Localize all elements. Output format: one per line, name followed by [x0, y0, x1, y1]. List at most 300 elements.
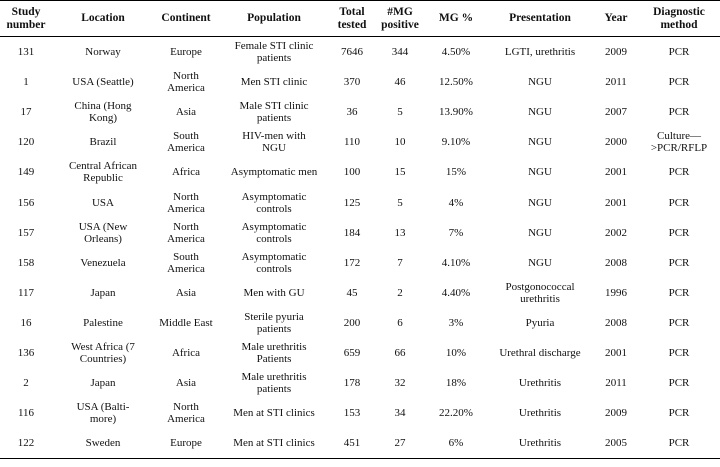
- cell-presentation: [486, 127, 594, 157]
- cell-text: 184: [343, 226, 361, 239]
- cell-location: [52, 67, 154, 97]
- header-text: Diagnostic: [653, 5, 705, 18]
- cell-text: USA: [91, 196, 114, 209]
- cell-continent: [154, 338, 218, 368]
- cell-text: Europe: [170, 46, 202, 59]
- cell-text: Men STI clinic: [240, 76, 308, 89]
- cell-population: [218, 308, 330, 338]
- cell-text: urethritis: [520, 292, 560, 305]
- header-text: Study: [11, 5, 41, 18]
- cell-continent: [154, 157, 218, 187]
- cell-location: [52, 428, 154, 459]
- cell-population: [218, 127, 330, 157]
- cell-text: 2008: [605, 256, 627, 269]
- cell-text: NGU: [528, 136, 552, 149]
- cell-text: Sweden: [85, 437, 121, 450]
- cell-text: 2009: [605, 407, 627, 420]
- cell-text: 2000: [605, 136, 627, 149]
- cell-location: [52, 248, 154, 278]
- cell-text: 15: [394, 166, 406, 179]
- column-header-mg-percent: [426, 1, 486, 37]
- cell-text: North: [173, 220, 199, 233]
- cell-continent: [154, 248, 218, 278]
- cell-text: Japan: [90, 377, 116, 390]
- cell-text: PCR: [668, 316, 690, 329]
- cell-text: Men at STI clinics: [233, 407, 315, 420]
- cell-location: [52, 127, 154, 157]
- cell-text: Asymptomatic: [241, 190, 307, 203]
- cell-text: Japan: [90, 286, 116, 299]
- cell-text: Urethritis: [518, 377, 562, 390]
- cell-text: North: [173, 70, 199, 83]
- cell-text: PCR: [668, 256, 690, 269]
- cell-text: NGU: [262, 142, 286, 155]
- cell-text: 3%: [448, 316, 464, 329]
- cell-text: 2011: [605, 377, 627, 390]
- cell-mg-positive: [374, 157, 426, 187]
- cell-text: 4.10%: [441, 256, 471, 269]
- cell-continent: [154, 127, 218, 157]
- cell-total-tested: [330, 67, 374, 97]
- table-body: [0, 37, 720, 459]
- cell-presentation: [486, 248, 594, 278]
- cell-text: controls: [256, 232, 292, 245]
- cell-text: USA (New: [78, 220, 128, 233]
- cell-text: America: [167, 202, 205, 215]
- cell-text: Urethritis: [518, 437, 562, 450]
- cell-text: Palestine: [83, 316, 123, 329]
- cell-continent: [154, 278, 218, 308]
- cell-diagnostic-method: [638, 157, 720, 187]
- cell-text: NGU: [528, 226, 552, 239]
- cell-presentation: [486, 398, 594, 428]
- cell-text: Norway: [85, 46, 121, 59]
- cell-mg-percent: [426, 428, 486, 459]
- cell-mg-positive: [374, 67, 426, 97]
- cell-mg-percent: [426, 308, 486, 338]
- cell-text: 110: [343, 136, 361, 149]
- cell-text: 2009: [605, 46, 627, 59]
- cell-total-tested: [330, 187, 374, 217]
- cell-diagnostic-method: [638, 187, 720, 217]
- cell-population: [218, 398, 330, 428]
- cell-text: North: [173, 190, 199, 203]
- cell-text: Men with GU: [243, 286, 305, 299]
- cell-text: Europe: [170, 437, 202, 450]
- cell-study-number: [0, 127, 52, 157]
- cell-text: Male urethritis: [241, 340, 307, 353]
- cell-text: 9.10%: [441, 136, 471, 149]
- cell-text: 22.20%: [439, 407, 473, 420]
- cell-study-number: [0, 157, 52, 187]
- cell-mg-positive: [374, 278, 426, 308]
- table-row: [0, 428, 720, 459]
- cell-text: controls: [256, 262, 292, 275]
- cell-text: Urethral discharge: [499, 346, 581, 359]
- cell-presentation: [486, 187, 594, 217]
- cell-text: controls: [256, 202, 292, 215]
- cell-population: [218, 368, 330, 398]
- header-text: number: [6, 18, 46, 31]
- table-row: [0, 248, 720, 278]
- cell-text: 344: [391, 46, 409, 59]
- cell-text: 17: [20, 106, 32, 119]
- cell-text: 7%: [448, 226, 464, 239]
- cell-text: Orleans): [84, 232, 122, 245]
- cell-text: 34: [394, 407, 406, 420]
- cell-text: 2008: [605, 316, 627, 329]
- cell-mg-percent: [426, 218, 486, 248]
- cell-text: PCR: [668, 407, 690, 420]
- cell-text: 12.50%: [439, 76, 473, 89]
- cell-mg-percent: [426, 368, 486, 398]
- cell-text: patients: [256, 52, 292, 65]
- cell-continent: [154, 67, 218, 97]
- cell-text: 1: [23, 76, 29, 89]
- cell-text: PCR: [668, 437, 690, 450]
- cell-population: [218, 428, 330, 459]
- cell-text: 10: [394, 136, 406, 149]
- cell-population: [218, 218, 330, 248]
- cell-text: PCR: [668, 377, 690, 390]
- cell-total-tested: [330, 248, 374, 278]
- cell-continent: [154, 187, 218, 217]
- cell-text: Central African: [68, 160, 138, 173]
- cell-year: [594, 428, 638, 459]
- cell-total-tested: [330, 398, 374, 428]
- cell-text: 4%: [448, 196, 464, 209]
- cell-text: Urethritis: [518, 407, 562, 420]
- table-row: [0, 308, 720, 338]
- cell-text: North: [173, 401, 199, 414]
- cell-text: more): [89, 413, 117, 426]
- cell-continent: [154, 428, 218, 459]
- cell-text: America: [167, 232, 205, 245]
- cell-text: 178: [343, 377, 361, 390]
- column-header-continent: [154, 1, 218, 37]
- cell-mg-percent: [426, 248, 486, 278]
- cell-text: Middle East: [159, 316, 213, 329]
- cell-total-tested: [330, 278, 374, 308]
- cell-diagnostic-method: [638, 67, 720, 97]
- cell-text: 4.50%: [441, 46, 471, 59]
- cell-mg-positive: [374, 97, 426, 127]
- cell-year: [594, 37, 638, 68]
- table-row: [0, 338, 720, 368]
- header-text: positive: [381, 18, 419, 31]
- cell-study-number: [0, 97, 52, 127]
- table-row: [0, 187, 720, 217]
- cell-text: Pyuria: [525, 316, 555, 329]
- cell-diagnostic-method: [638, 37, 720, 68]
- cell-diagnostic-method: [638, 398, 720, 428]
- cell-text: 2001: [605, 196, 627, 209]
- cell-diagnostic-method: [638, 248, 720, 278]
- cell-text: 32: [394, 377, 406, 390]
- table-row: [0, 37, 720, 68]
- cell-mg-percent: [426, 157, 486, 187]
- cell-text: 10%: [445, 346, 467, 359]
- cell-year: [594, 278, 638, 308]
- cell-text: Male STI clinic: [239, 100, 309, 113]
- cell-mg-positive: [374, 398, 426, 428]
- cell-text: Female STI clinic: [234, 40, 314, 53]
- cell-text: PCR: [668, 166, 690, 179]
- cell-text: 158: [17, 256, 35, 269]
- table-row: [0, 157, 720, 187]
- cell-text: Culture—: [657, 130, 701, 143]
- cell-location: [52, 97, 154, 127]
- cell-text: South: [173, 250, 199, 263]
- cell-text: America: [167, 262, 205, 275]
- cell-text: Asymptomatic: [241, 250, 307, 263]
- cell-year: [594, 187, 638, 217]
- cell-text: 131: [17, 46, 35, 59]
- cell-text: Venezuela: [80, 256, 126, 269]
- cell-text: Asia: [175, 286, 197, 299]
- cell-year: [594, 248, 638, 278]
- header-text: #MG: [387, 5, 413, 18]
- cell-text: Postgonococcal: [505, 280, 575, 293]
- cell-year: [594, 218, 638, 248]
- cell-mg-percent: [426, 338, 486, 368]
- cell-text: 2001: [605, 166, 627, 179]
- cell-population: [218, 248, 330, 278]
- cell-text: NGU: [528, 166, 552, 179]
- cell-text: 7: [397, 256, 403, 269]
- cell-text: Men at STI clinics: [233, 437, 315, 450]
- column-header-year: [594, 1, 638, 37]
- cell-study-number: [0, 248, 52, 278]
- cell-presentation: [486, 278, 594, 308]
- cell-study-number: [0, 67, 52, 97]
- cell-presentation: [486, 308, 594, 338]
- cell-total-tested: [330, 37, 374, 68]
- cell-population: [218, 187, 330, 217]
- cell-text: PCR: [668, 226, 690, 239]
- cell-total-tested: [330, 308, 374, 338]
- header-text: Population: [247, 12, 301, 24]
- cell-text: 2011: [605, 76, 627, 89]
- table-row: [0, 218, 720, 248]
- cell-presentation: [486, 428, 594, 459]
- cell-mg-percent: [426, 127, 486, 157]
- cell-text: 2001: [605, 346, 627, 359]
- column-header-presentation: [486, 1, 594, 37]
- cell-text: Sterile pyuria: [244, 310, 304, 323]
- cell-text: 136: [17, 346, 35, 359]
- cell-text: 120: [17, 136, 35, 149]
- cell-continent: [154, 97, 218, 127]
- cell-text: 4.40%: [441, 286, 471, 299]
- cell-study-number: [0, 278, 52, 308]
- cell-mg-percent: [426, 398, 486, 428]
- cell-text: West Africa (7: [71, 340, 135, 353]
- cell-text: America: [167, 413, 205, 426]
- cell-mg-percent: [426, 67, 486, 97]
- cell-text: 1996: [605, 286, 627, 299]
- cell-text: >PCR/RFLP: [650, 142, 708, 155]
- header-text: Continent: [161, 12, 211, 24]
- cell-text: HIV-men with: [242, 130, 306, 143]
- cell-year: [594, 308, 638, 338]
- cell-text: Brazil: [89, 136, 117, 149]
- cell-text: 6%: [448, 437, 464, 450]
- cell-text: patients: [256, 112, 292, 125]
- cell-text: LGTI, urethritis: [504, 46, 576, 59]
- cell-year: [594, 338, 638, 368]
- cell-text: 153: [343, 407, 361, 420]
- cell-text: 6: [397, 316, 403, 329]
- cell-population: [218, 157, 330, 187]
- cell-location: [52, 278, 154, 308]
- header-text: Total: [339, 5, 365, 18]
- cell-mg-positive: [374, 428, 426, 459]
- cell-diagnostic-method: [638, 308, 720, 338]
- cell-diagnostic-method: [638, 428, 720, 459]
- cell-continent: [154, 308, 218, 338]
- header-text: Year: [604, 12, 628, 24]
- cell-location: [52, 218, 154, 248]
- cell-text: 122: [17, 437, 35, 450]
- header-text: method: [660, 18, 698, 31]
- cell-mg-percent: [426, 187, 486, 217]
- cell-mg-percent: [426, 37, 486, 68]
- cell-mg-percent: [426, 97, 486, 127]
- cell-text: PCR: [668, 46, 690, 59]
- cell-text: 66: [394, 346, 406, 359]
- cell-presentation: [486, 218, 594, 248]
- cell-year: [594, 67, 638, 97]
- cell-text: 156: [17, 196, 35, 209]
- cell-text: 2005: [605, 437, 627, 450]
- column-header-population: [218, 1, 330, 37]
- cell-text: 149: [17, 166, 35, 179]
- cell-location: [52, 368, 154, 398]
- cell-location: [52, 157, 154, 187]
- cell-text: Countries): [79, 352, 127, 365]
- cell-continent: [154, 398, 218, 428]
- cell-text: 2002: [605, 226, 627, 239]
- cell-diagnostic-method: [638, 368, 720, 398]
- cell-study-number: [0, 368, 52, 398]
- column-header-study-number: [0, 1, 52, 37]
- cell-text: 659: [343, 346, 361, 359]
- cell-study-number: [0, 187, 52, 217]
- cell-text: 18%: [445, 377, 467, 390]
- cell-text: South: [173, 130, 199, 143]
- cell-text: Asymptomatic: [241, 220, 307, 233]
- cell-total-tested: [330, 368, 374, 398]
- cell-presentation: [486, 97, 594, 127]
- header-text: Location: [81, 12, 125, 24]
- cell-text: 100: [343, 166, 361, 179]
- cell-population: [218, 97, 330, 127]
- table-row: [0, 97, 720, 127]
- cell-text: NGU: [528, 196, 552, 209]
- table-row: [0, 67, 720, 97]
- cell-text: NGU: [528, 256, 552, 269]
- cell-presentation: [486, 368, 594, 398]
- cell-mg-positive: [374, 127, 426, 157]
- cell-text: 117: [17, 286, 35, 299]
- cell-year: [594, 127, 638, 157]
- table-row: [0, 398, 720, 428]
- cell-text: 46: [394, 76, 406, 89]
- cell-text: 2: [397, 286, 403, 299]
- cell-total-tested: [330, 338, 374, 368]
- cell-continent: [154, 37, 218, 68]
- cell-text: 157: [17, 226, 35, 239]
- cell-text: patients: [256, 322, 292, 335]
- table-row: [0, 278, 720, 308]
- cell-year: [594, 398, 638, 428]
- cell-text: China (Hong: [74, 100, 132, 113]
- header-text: tested: [337, 18, 367, 31]
- cell-text: NGU: [528, 76, 552, 89]
- cell-diagnostic-method: [638, 338, 720, 368]
- cell-total-tested: [330, 157, 374, 187]
- table-row: [0, 127, 720, 157]
- cell-text: Asia: [175, 377, 197, 390]
- cell-text: 7646: [341, 46, 363, 59]
- cell-text: PCR: [668, 346, 690, 359]
- table-row: [0, 368, 720, 398]
- cell-text: 13: [394, 226, 406, 239]
- cell-text: Patients: [256, 352, 292, 365]
- header-text: Presentation: [509, 12, 571, 24]
- cell-text: 15%: [445, 166, 467, 179]
- cell-population: [218, 338, 330, 368]
- cell-text: 370: [343, 76, 361, 89]
- cell-text: PCR: [668, 196, 690, 209]
- cell-continent: [154, 368, 218, 398]
- cell-text: PCR: [668, 286, 690, 299]
- cell-total-tested: [330, 218, 374, 248]
- cell-presentation: [486, 37, 594, 68]
- cell-study-number: [0, 398, 52, 428]
- cell-text: Asymptomatic men: [230, 166, 318, 179]
- cell-total-tested: [330, 428, 374, 459]
- cell-text: PCR: [668, 106, 690, 119]
- cell-mg-positive: [374, 218, 426, 248]
- cell-text: USA (Balti-: [76, 401, 130, 414]
- cell-total-tested: [330, 97, 374, 127]
- cell-study-number: [0, 308, 52, 338]
- cell-text: 451: [343, 437, 361, 450]
- cell-text: America: [167, 82, 205, 95]
- cell-text: NGU: [528, 106, 552, 119]
- cell-study-number: [0, 218, 52, 248]
- cell-text: 2007: [605, 106, 627, 119]
- cell-text: 27: [394, 437, 406, 450]
- cell-mg-positive: [374, 187, 426, 217]
- cell-text: 5: [397, 196, 403, 209]
- cell-year: [594, 368, 638, 398]
- cell-text: Africa: [171, 346, 201, 359]
- cell-presentation: [486, 338, 594, 368]
- cell-location: [52, 308, 154, 338]
- cell-text: 45: [346, 286, 358, 299]
- cell-text: patients: [256, 383, 292, 396]
- cell-text: 5: [397, 106, 403, 119]
- cell-mg-positive: [374, 248, 426, 278]
- cell-population: [218, 278, 330, 308]
- cell-year: [594, 157, 638, 187]
- cell-location: [52, 338, 154, 368]
- cell-text: Republic: [83, 172, 123, 185]
- cell-text: 16: [20, 316, 32, 329]
